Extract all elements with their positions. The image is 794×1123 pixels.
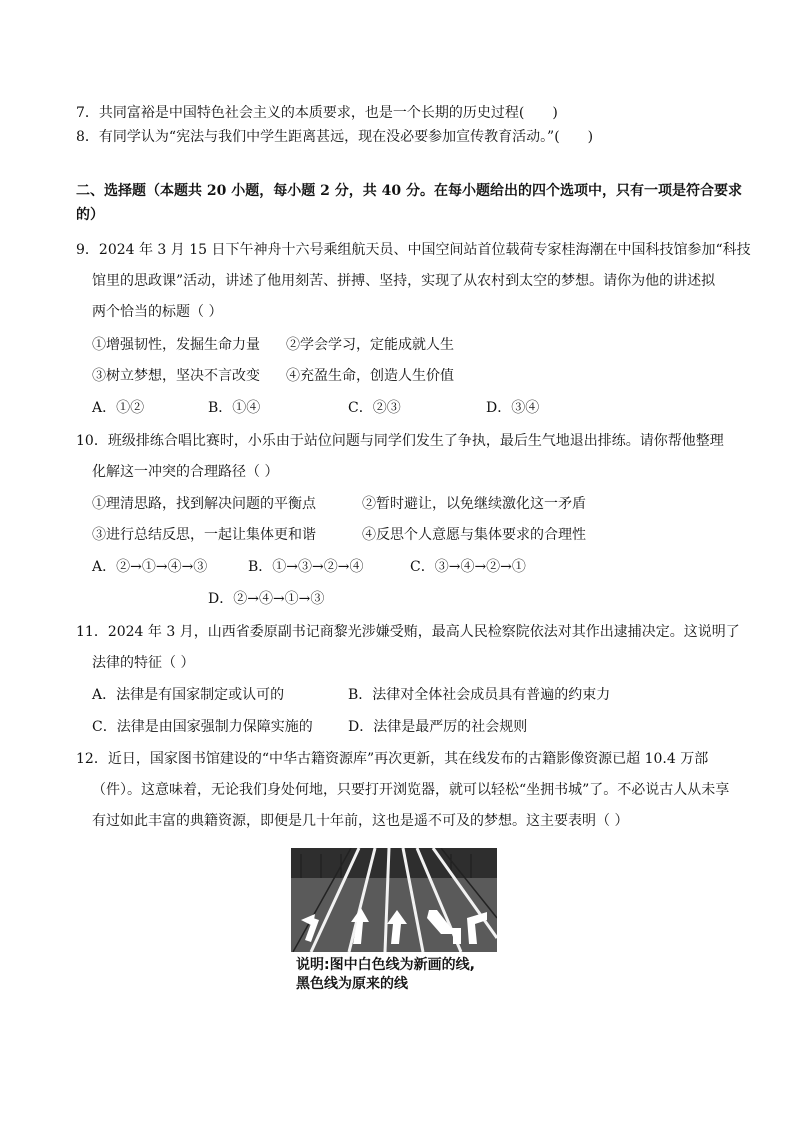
figure-caption-line1: 说明:图中白色线为新画的线,	[296, 957, 475, 973]
q11-stem-line2: 法律的特征（ ）	[92, 655, 195, 671]
q10-stem-line2: 化解这一冲突的合理路径（ ）	[92, 464, 279, 480]
q9-option-d: D．③④	[486, 400, 540, 416]
section-header-line2: 的）	[76, 207, 104, 223]
q9-stem-line1: 9．2024 年 3 月 15 日下午神舟十六号乘组航天员、中国空间站首位载荷专家桂海潮在中国科技馆参加“科技	[76, 242, 751, 258]
road-lines-illustration	[291, 848, 497, 952]
figure-caption-line2: 黑色线为原来的线	[296, 976, 408, 992]
q9-option-b: B．①④	[208, 400, 261, 416]
q9-stem-line3: 两个恰当的标题（ ）	[92, 304, 223, 320]
q10-item-2: ②暂时避让，以免继续激化这一矛盾	[362, 496, 586, 512]
q9-option-a: A．①②	[92, 400, 145, 416]
q10-item-4: ④反思个人意愿与集体要求的合理性	[362, 527, 586, 543]
q10-option-a: A．②→①→④→③	[92, 559, 208, 575]
q10-option-c: C．③→④→②→①	[410, 559, 526, 575]
q11-stem-line1: 11．2024 年 3 月，山西省委原副书记商黎光涉嫌受贿，最高人民检察院依法对其作出逮捕决定。这说明了	[76, 624, 740, 640]
q10-option-b: B．①→③→②→④	[248, 559, 364, 575]
q9-stem-line2: 馆里的思政课”活动，讲述了他用刻苦、拼搏、坚持，实现了从农村到太空的梦想。请你为他的讲述拟	[92, 273, 716, 289]
q9-item-3: ③树立梦想，坚决不言改变	[92, 368, 260, 384]
q10-item-3: ③进行总结反思，一起让集体更和谐	[92, 527, 316, 543]
q9-item-4: ④充盈生命，创造人生价值	[286, 368, 454, 384]
q9-item-1: ①增强韧性，发掘生命力量	[92, 337, 260, 353]
q12-stem-line1: 12．近日，国家图书馆建设的“中华古籍资源库”再次更新，其在线发布的古籍影像资源已超 10.4 万部	[76, 751, 709, 767]
section-header-line1: 二、选择题（本题共 20 小题，每小题 2 分，共 40 分。在每小题给出的四个选项中，只有一项是符合要求	[76, 183, 742, 199]
q9-option-c: C．②③	[348, 400, 401, 416]
q9-item-2: ②学会学习，定能成就人生	[286, 337, 454, 353]
question-7: 7．共同富裕是中国特色社会主义的本质要求，也是一个长期的历史过程( )	[76, 105, 558, 121]
q10-option-d: D．②→④→①→③	[208, 591, 325, 607]
q10-item-1: ①理清思路，找到解决问题的平衡点	[92, 496, 316, 512]
road-lines-photo	[291, 848, 497, 952]
q12-stem-line2: （件）。这意味着，无论我们身处何地，只要打开浏览器，就可以轻松“坐拥书城”了。不必说古人从未享	[92, 782, 730, 798]
q11-option-d: D．法律是最严厉的社会规则	[348, 719, 528, 735]
q10-stem-line1: 10．班级排练合唱比赛时，小乐由于站位问题与同学们发生了争执，最后生气地退出排练。请你帮他整理	[76, 433, 724, 449]
q11-option-c: C．法律是由国家强制力保障实施的	[92, 719, 313, 735]
question-8: 8．有同学认为“宪法与我们中学生距离甚远，现在没必要参加宣传教育活动。”( )	[76, 129, 594, 145]
q11-option-a: A．法律是有国家制定或认可的	[92, 687, 285, 703]
q12-stem-line3: 有过如此丰富的典籍资源，即便是几十年前，这也是遥不可及的梦想。这主要表明（ ）	[92, 813, 629, 829]
q11-option-b: B．法律对全体社会成员具有普遍的约束力	[348, 687, 611, 703]
